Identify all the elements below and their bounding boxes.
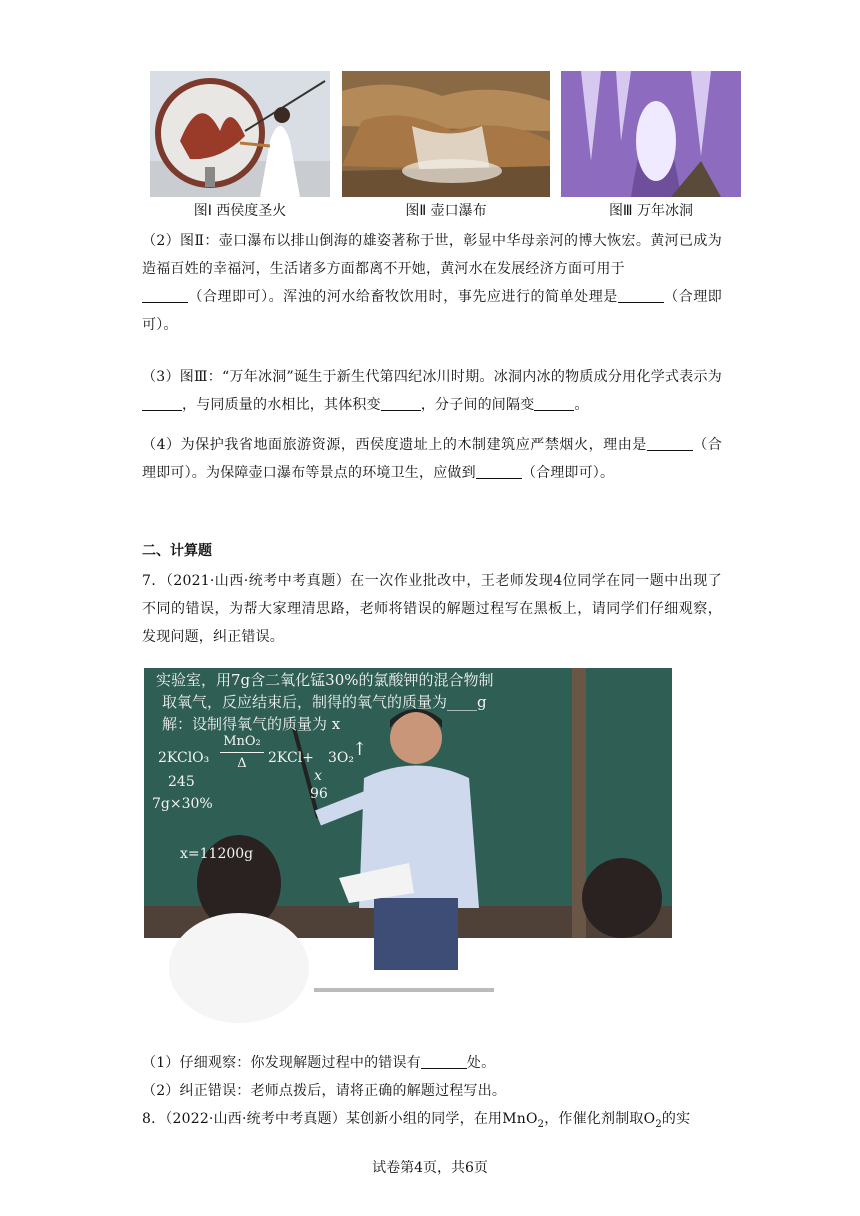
board-problem-line-2: 取氧气，反应结束后，制得的氧气的质量为____g	[162, 693, 487, 711]
answer-blank[interactable]	[421, 1052, 467, 1069]
q7-sub1-text-b: 处。	[466, 1055, 496, 1071]
board-product-2: 3O₂	[328, 750, 354, 766]
blackboard-teacher-photo	[144, 668, 672, 1040]
board-result: x=11200g	[180, 846, 254, 862]
q6-part3-text-b: ，与同质量的水相比，其体积变	[182, 397, 381, 413]
board-heat: Δ	[237, 756, 247, 771]
answer-blank[interactable]	[381, 394, 421, 411]
q8-text-a: 8．（2022·山西·统考中考真题）某创新小组的同学，在用MnO	[142, 1111, 538, 1127]
q7-sub1-text-a: （1）仔细观察：你发现解题过程中的错误有	[142, 1055, 421, 1071]
q8-text-c: 的实	[661, 1111, 691, 1127]
board-problem-line-1: 实验室，用7g含二氧化锰30%的氯酸钾的混合物制	[156, 671, 494, 689]
answer-blank[interactable]	[142, 286, 188, 303]
q6-part4-text-a: （4）为保护我省地面旅游资源，西侯度遗址上的木制建筑应严禁烟火，理由是	[142, 437, 647, 453]
board-variable: x	[314, 768, 322, 784]
q6-part4-text-b: （合理即可）。为保障壶口瀑布等景点的环境卫生，应做到	[142, 437, 722, 481]
q6-part3-text-c: ，分子间的间隔变	[420, 397, 535, 413]
q8-subscript-b: 2	[655, 1118, 662, 1130]
question-7-sub-1	[142, 1049, 722, 1077]
board-solution-line: 解：设制得氧气的质量为 x	[162, 715, 341, 733]
q6-part2-text-end: （合理即可）。	[142, 289, 722, 333]
board-given-mass: 7g×30%	[152, 796, 213, 812]
answer-blank[interactable]	[618, 286, 664, 303]
q6-part2-text: （2）图Ⅱ：壶口瀑布以排山倒海的雄姿著称于世，彰显中华母亲河的博大恢宏。黄河已成为造福百姓的幸福河，生活诸多方面都离不开她，黄河水在发展经济方面可用于	[142, 233, 722, 277]
question-8-intro	[142, 1105, 722, 1139]
answer-blank[interactable]	[476, 462, 522, 479]
answer-blank[interactable]	[142, 394, 182, 411]
board-molar-mass-2: 96	[310, 786, 328, 802]
question-6-part-4	[142, 431, 722, 487]
board-gas-arrow: ↑	[352, 739, 368, 760]
question-7-intro: 7．（2021·山西·统考中考真题）在一次作业批改中，王老师发现4位同学在同一题中出现了不同的错误，为帮大家理清思路，老师将错误的解题过程写在黑板上，请同学们仔细观察，发现问题，纠正错误。	[142, 573, 722, 645]
q8-text-b: ，作催化剂制取O	[544, 1111, 656, 1127]
page-footer: 试卷第4页，共6页	[372, 1160, 488, 1176]
torch-lighting-photo	[150, 71, 330, 197]
q6-part4-text-c: （合理即可）。	[521, 465, 615, 481]
figure-caption-2: 图Ⅱ 壶口瀑布	[405, 203, 487, 219]
q6-part3-text-a: （3）图Ⅲ：“万年冰洞”诞生于新生代第四纪冰川时期。冰洞内冰的物质成分用化学式表示为	[142, 369, 722, 385]
question-7-sub-2: （2）纠正错误：老师点拨后，请将正确的解题过程写出。	[142, 1083, 507, 1099]
board-catalyst: MnO₂	[220, 732, 264, 753]
answer-blank[interactable]	[534, 394, 574, 411]
section-title: 二、计算题	[142, 543, 212, 559]
figure-caption-3: 图Ⅲ 万年冰洞	[608, 203, 694, 219]
q6-part2-text-mid: （合理即可）。浑浊的河水给畜牧饮用时，事先应进行的简单处理是	[188, 289, 618, 305]
board-reactant: 2KClO₃	[158, 750, 210, 766]
figure-caption-1: 图Ⅰ 西侯度圣火	[193, 203, 287, 219]
waterfall-photo	[342, 71, 550, 197]
board-molar-mass-1: 245	[168, 774, 195, 790]
q8-subscript-a: 2	[537, 1118, 545, 1130]
board-product-1: 2KCl+	[268, 750, 314, 766]
ice-cave-photo	[561, 71, 741, 197]
answer-blank[interactable]	[647, 434, 693, 451]
question-6-part-3	[142, 363, 722, 419]
question-6-part-2	[142, 227, 722, 339]
q6-part3-text-d: 。	[574, 397, 589, 413]
